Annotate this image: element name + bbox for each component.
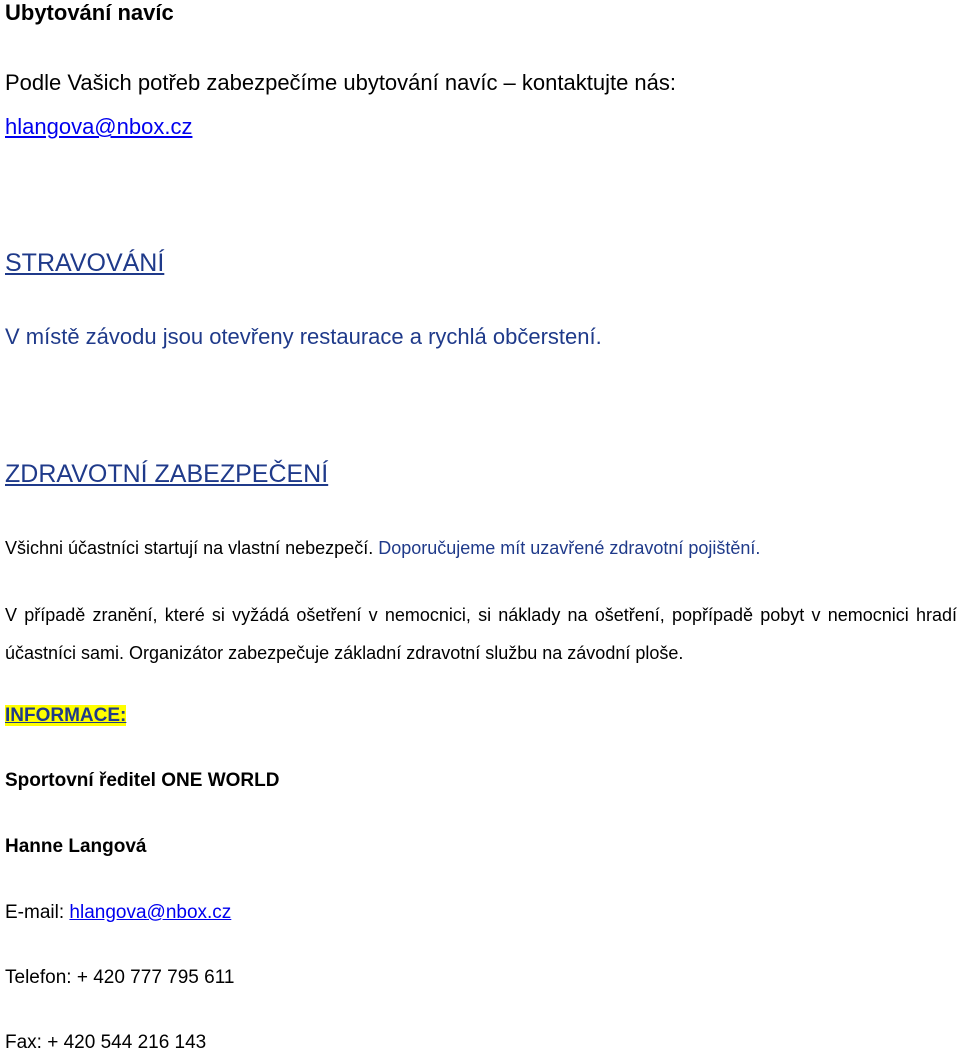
info-name: Hanne Langová	[5, 836, 147, 857]
info-heading: INFORMACE:	[5, 705, 127, 726]
catering-heading: STRAVOVÁNÍ	[5, 249, 165, 277]
health-heading: ZDRAVOTNÍ ZABEZPEČENÍ	[5, 460, 329, 488]
info-email-label: E-mail:	[5, 902, 65, 923]
accommodation-text: Podle Vašich potřeb zabezpečíme ubytování navíc – kontaktujte nás:	[5, 70, 676, 95]
health-line1-b: Doporučujeme mít uzavřené zdravotní pojištění.	[378, 538, 761, 558]
accommodation-email-link[interactable]: hlangova@nbox.cz	[5, 114, 193, 139]
info-email-link[interactable]: hlangova@nbox.cz	[69, 902, 232, 923]
health-line1-a: Všichni účastníci startují na vlastní nebezpečí.	[5, 538, 374, 558]
accommodation-heading: Ubytování navíc	[5, 0, 174, 25]
info-fax: Fax: + 420 544 216 143	[5, 1032, 207, 1053]
info-role: Sportovní ředitel ONE WORLD	[5, 770, 280, 791]
info-email-line	[5, 902, 231, 924]
info-phone: Telefon: + 420 777 795 611	[5, 967, 235, 988]
health-paragraph: V případě zranění, které si vyžádá ošetření v nemocnici, si náklady na ošetření, popřípadě pobyt v nemocnici hradí účastníci sami. Organizátor zabezpečuje základní zdravotní službu na závodní ploše.	[5, 605, 957, 663]
health-line1	[5, 538, 760, 559]
catering-text: V místě závodu jsou otevřeny restaurace a rychlá občerstení.	[5, 324, 602, 349]
